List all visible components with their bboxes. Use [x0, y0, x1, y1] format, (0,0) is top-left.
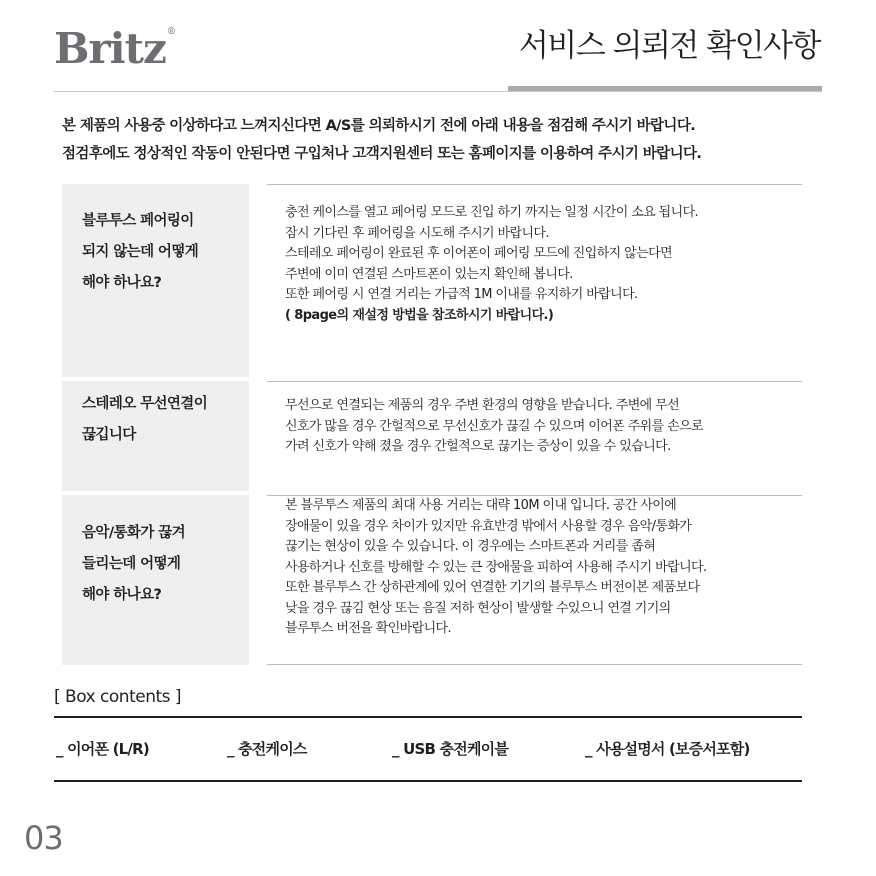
box-item-charging-case: _ 충전케이스 [227, 740, 307, 758]
faq-answer-line: 충전 케이스를 열고 페어링 모드로 진입 하기 까지는 일정 시간이 소요 됩니다. [285, 205, 699, 220]
faq-question [62, 381, 249, 491]
faq-answer-line: 장애물이 있을 경우 차이가 있지만 유효반경 밖에서 사용할 경우 음악/통화가 [285, 518, 692, 534]
faq-answer-line: 스테레오 페어링이 완료된 후 이어폰이 페어링 모드에 진입하지 않는다면 [285, 246, 672, 261]
faq-question-line: 되지 않는데 어떻게 [82, 244, 199, 260]
faq-answer-line: 또한 블루투스 간 상하관계에 있어 연결한 기기의 블루투스 버전이본 제품보다 [285, 580, 700, 595]
faq-row-audio [62, 495, 802, 665]
faq-question [62, 495, 249, 665]
faq-answer-line: 사용하거나 신호를 방해할 수 있는 큰 장애물을 피하여 사용해 주시기 바랍니다. [285, 559, 707, 575]
faq-row-pairing [62, 184, 802, 377]
box-item-manual: _ 사용설명서 (보증서포함) [585, 740, 750, 758]
faq-question-line: 끊깁니다 [82, 427, 136, 443]
faq-answer-line: 무선으로 연결되는 제품의 경우 주변 환경의 영향을 받습니다. 주변에 무선 [285, 398, 680, 413]
box-item-earphones: _ 이어폰 (L/R) [56, 740, 149, 758]
logo-text: Britz [54, 24, 166, 73]
intro-text [62, 112, 822, 168]
faq-question-line: 해야 하나요? [82, 275, 162, 291]
faq-question [62, 184, 249, 377]
faq-answer-line: 블루투스 버전을 확인바랍니다. [285, 621, 452, 636]
page-title: 서비스 의뢰전 확인사항 [518, 28, 820, 64]
faq-answer-line: 잠시 기다린 후 페어링을 시도해 주시기 바랍니다. [285, 225, 549, 241]
faq-answer-line: 낮을 경우 끊김 현상 또는 음질 저하 현상이 발생할 수있으니 연결 기기의 [285, 600, 671, 616]
faq-answer [267, 184, 802, 377]
faq-question-line: 음악/통화가 끊겨 [82, 525, 185, 541]
faq-answer-line: 본 블루투스 제품의 최대 사용 거리는 대략 10M 이내 입니다. 공간 사이에 [285, 498, 677, 513]
intro-line-2: 점검후에도 정상적인 작동이 안된다면 구입처나 고객지원센터 또는 홈페이지를 이용하여 주시기 바랍니다. [62, 146, 702, 162]
box-contents-top-rule [54, 716, 802, 718]
faq-answer-line: 또한 페어링 시 연결 거리는 가급적 1M 이내를 유지하기 바랍니다. [285, 287, 638, 302]
faq-question-line: 들리는데 어떻게 [82, 556, 181, 572]
box-item-usb-cable: _ USB 충전케이블 [392, 740, 509, 758]
faq-answer [267, 381, 802, 491]
faq-answer-note: ( 8page의 재설정 방법을 참조하시기 바랍니다.) [285, 307, 554, 323]
faq-question-line: 블루투스 페어링이 [82, 213, 194, 229]
faq-row-stereo [62, 381, 802, 491]
faq-answer-line: 가려 신호가 약해 졌을 경우 간헐적으로 끊기는 증상이 있을 수 있습니다. [285, 439, 671, 454]
faq-bottom-divider [267, 664, 802, 665]
faq-answer [267, 495, 802, 665]
header-divider [54, 91, 822, 92]
faq-answer-line: 끊기는 현상이 있을 수 있습니다. 이 경우에는 스마트폰과 거리를 좁혀 [285, 539, 656, 554]
registered-mark: ® [166, 27, 175, 37]
britz-logo [54, 24, 175, 73]
intro-line-1: 본 제품의 사용중 이상하다고 느껴지신다면 A/S를 의뢰하시기 전에 아래 내용을 점검해 주시기 바랍니다. [62, 118, 696, 134]
faq-question-line: 해야 하나요? [82, 587, 162, 603]
faq-question-line: 스테레오 무선연결이 [82, 396, 208, 412]
page-number: 03 [24, 819, 63, 857]
box-contents-bottom-rule [54, 780, 802, 782]
faq-table [62, 184, 802, 669]
box-contents-title: [ Box contents ] [54, 687, 182, 707]
faq-answer-line: 신호가 많을 경우 간헐적으로 무선신호가 끊길 수 있으며 이어폰 주위를 손으로 [285, 418, 703, 434]
faq-answer-line: 주변에 이미 연결된 스마트폰이 있는지 확인해 봅니다. [285, 266, 573, 282]
